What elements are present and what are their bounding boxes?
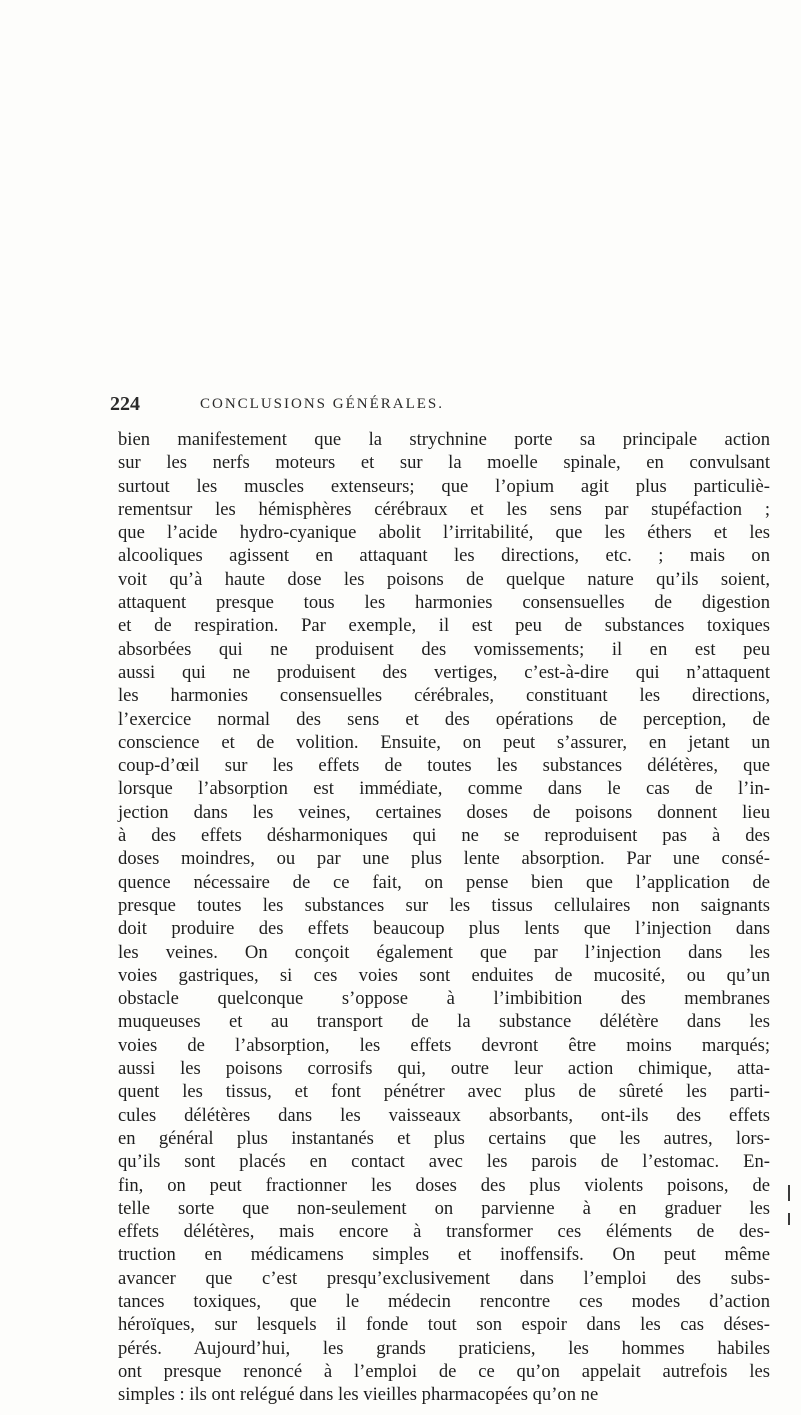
text-line: les harmonies consensuelles cérébrales, constituant les directions,	[118, 685, 770, 707]
text-line: aussi les poisons corrosifs qui, outre leur action chimique, atta-	[118, 1058, 770, 1080]
scan-edge-mark	[788, 1213, 790, 1225]
text-line: tances toxiques, que le médecin rencontre ces modes d’action	[118, 1290, 770, 1312]
text-line: voies gastriques, si ces voies sont enduites de mucosité, ou qu’un	[118, 964, 770, 986]
text-line: truction en médicamens simples et inoffensifs. On peut même	[118, 1244, 770, 1266]
text-line: effets délétères, mais encore à transformer ces éléments de des-	[118, 1221, 770, 1243]
text-line: voies de l’absorption, les effets devront être moins marqués;	[118, 1034, 770, 1056]
text-line: à des effets désharmoniques qui ne se reproduisent pas à des	[118, 825, 770, 847]
text-line: doit produire des effets beaucoup plus lents que l’injection dans	[118, 918, 770, 940]
page-header	[110, 393, 770, 423]
text-line: les veines. On conçoit également que par l’injection dans les	[118, 941, 770, 963]
text-line: doses moindres, ou par une plus lente absorption. Par une consé-	[118, 848, 770, 870]
text-line: presque toutes les substances sur les tissus cellulaires non saignants	[118, 894, 770, 916]
text-line: sur les nerfs moteurs et sur la moelle spinale, en convulsant	[118, 452, 770, 474]
text-line: que l’acide hydro-cyanique abolit l’irritabilité, que les éthers et les	[118, 522, 770, 544]
text-line: bien manifestement que la strychnine porte sa principale action	[118, 429, 770, 450]
running-title: CONCLUSIONS GÉNÉRALES.	[200, 396, 445, 412]
text-line: qu’ils sont placés en contact avec les parois de l’estomac. En-	[118, 1151, 770, 1173]
text-line: voit qu’à haute dose les poisons de quelque nature qu’ils soient,	[118, 568, 770, 590]
text-line: l’exercice normal des sens et des opérations de perception, de	[118, 708, 770, 730]
text-line: jection dans les veines, certaines doses de poisons donnent lieu	[118, 801, 770, 823]
text-line: muqueuses et au transport de la substance délétère dans les	[118, 1011, 770, 1033]
text-line: quent les tissus, et font pénétrer avec plus de sûreté les parti-	[118, 1081, 770, 1103]
text-line: rementsur les hémisphères cérébraux et les sens par stupéfaction ;	[118, 498, 770, 520]
text-line: en général plus instantanés et plus certains que les autres, lors-	[118, 1127, 770, 1149]
text-line: et de respiration. Par exemple, il est peu de substances toxiques	[118, 615, 770, 637]
scan-edge-mark	[788, 1185, 790, 1201]
text-line: attaquent presque tous les harmonies consensuelles de digestion	[118, 592, 770, 614]
text-line: quence nécessaire de ce fait, on pense bien que l’application de	[118, 871, 770, 893]
text-line: conscience et de volition. Ensuite, on peut s’assurer, en jetant un	[118, 731, 770, 753]
text-line: obstacle quelconque s’oppose à l’imbibition des membranes	[118, 988, 770, 1010]
body-text	[118, 428, 770, 1406]
text-line: telle sorte que non-seulement on parvienne à en graduer les	[118, 1197, 770, 1219]
text-line: simples : ils ont relégué dans les vieilles pharmacopées qu’on ne	[118, 1384, 599, 1406]
text-line: lorsque l’absorption est immédiate, comme dans le cas de l’in-	[118, 778, 770, 800]
text-line: aussi qui ne produisent des vertiges, c’est-à-dire qui n’attaquent	[118, 661, 770, 683]
page-number: 224	[110, 393, 140, 415]
text-line: fin, on peut fractionner les doses des plus violents poisons, de	[118, 1174, 770, 1196]
text-line: coup-d’œil sur les effets de toutes les substances délétères, que	[118, 755, 770, 777]
text-line: absorbées qui ne produisent des vomissements; il en est peu	[118, 638, 770, 660]
text-line: héroïques, sur lesquels il fonde tout son espoir dans les cas déses-	[118, 1314, 770, 1336]
text-line: pérés. Aujourd’hui, les grands praticiens, les hommes habiles	[118, 1337, 770, 1359]
text-line: cules délétères dans les vaisseaux absorbants, ont-ils des effets	[118, 1104, 770, 1126]
text-line: avancer que c’est presqu’exclusivement dans l’emploi des subs-	[118, 1267, 770, 1289]
text-line: ont presque renoncé à l’emploi de ce qu’on appelait autrefois les	[118, 1360, 770, 1382]
text-line: alcooliques agissent en attaquant les directions, etc. ; mais on	[118, 545, 770, 567]
text-line: surtout les muscles extenseurs; que l’opium agit plus particuliè-	[118, 475, 770, 497]
